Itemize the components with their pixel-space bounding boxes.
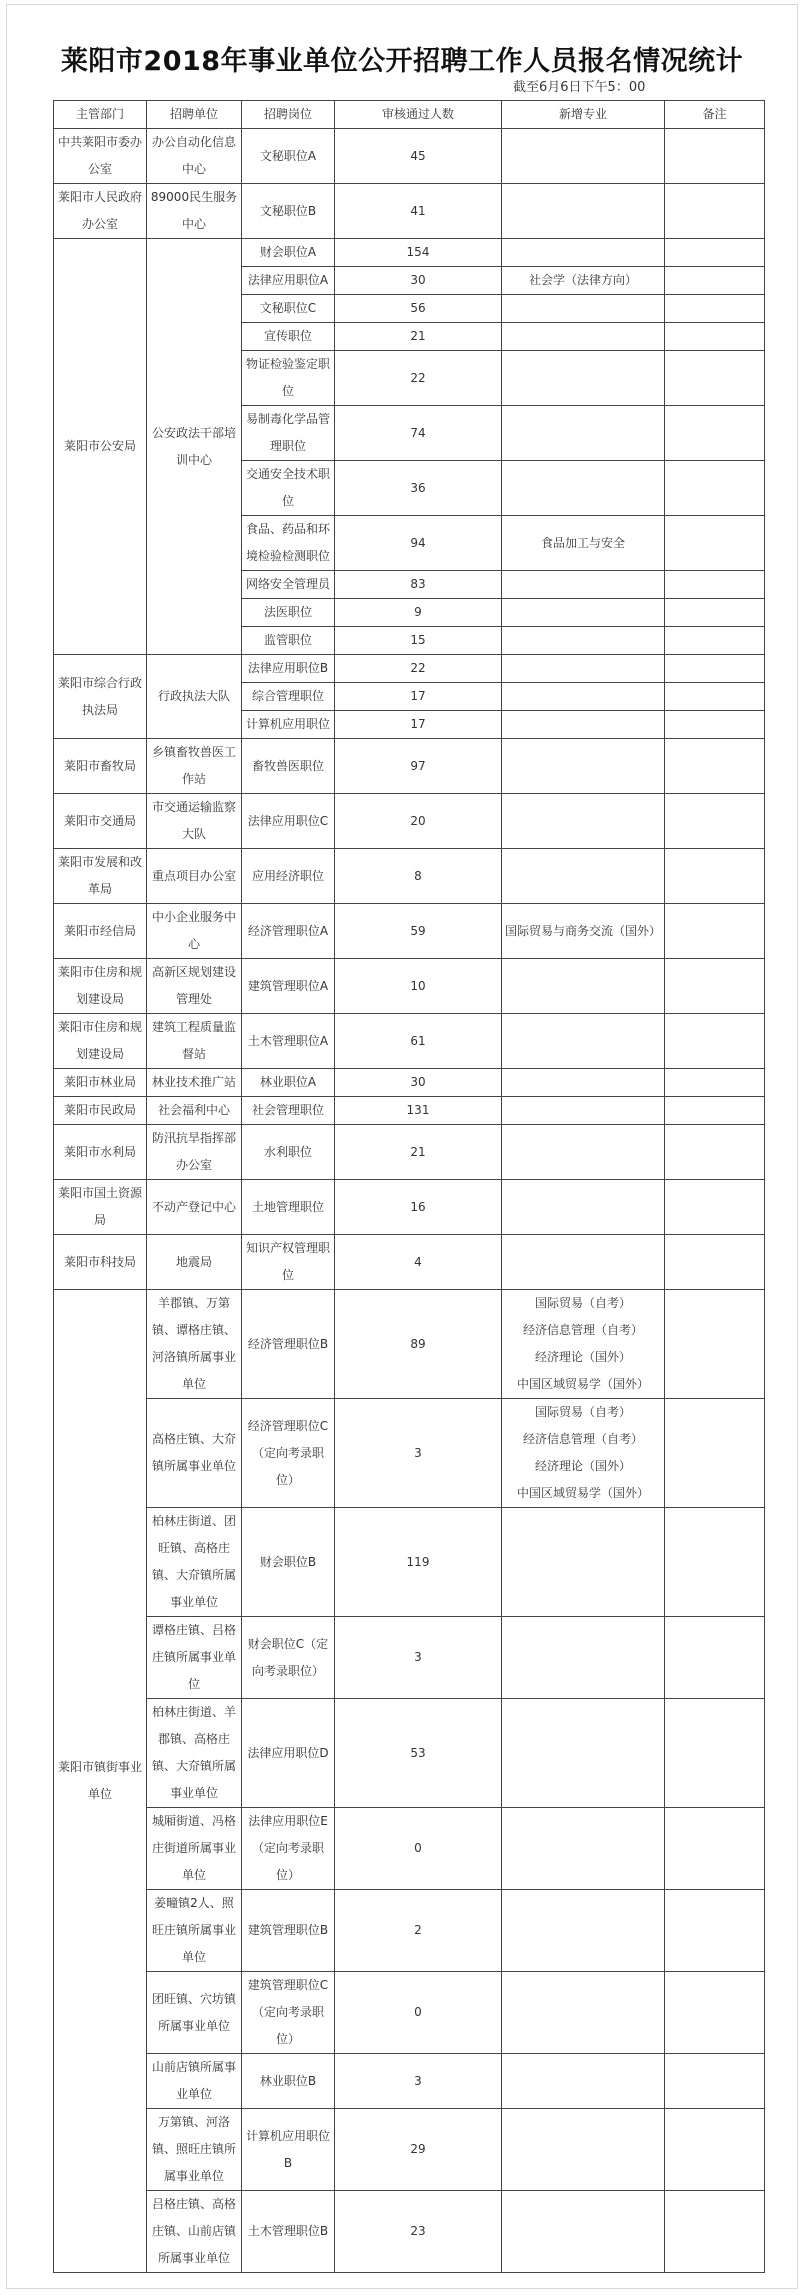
cell-dept: 莱阳市住房和规划建设局	[54, 959, 147, 1014]
cell-note	[665, 295, 765, 323]
header-note: 备注	[665, 101, 765, 129]
cell-note	[665, 239, 765, 267]
cell-note	[665, 1235, 765, 1290]
cell-unit: 羊郡镇、万第镇、谭格庄镇、河洛镇所属事业单位	[147, 1290, 242, 1399]
table-row	[54, 1125, 765, 1180]
cell-count: 20	[335, 794, 502, 849]
cell-count: 119	[335, 1508, 502, 1617]
cell-post: 畜牧兽医职位	[242, 739, 335, 794]
cell-count: 3	[335, 1617, 502, 1699]
cell-major: 国际贸易（自考） 经济信息管理（自考） 经济理论（国外） 中国区域贸易学（国外）	[502, 1290, 665, 1399]
table-row	[54, 739, 765, 794]
cell-note	[665, 184, 765, 239]
cell-post: 文秘职位B	[242, 184, 335, 239]
cell-post: 宣传职位	[242, 323, 335, 351]
cell-note	[665, 1097, 765, 1125]
cell-count: 74	[335, 406, 502, 461]
cell-count: 17	[335, 683, 502, 711]
cell-major	[502, 1890, 665, 1972]
cell-post: 林业职位A	[242, 1069, 335, 1097]
cell-major	[502, 849, 665, 904]
cell-note	[665, 1699, 765, 1808]
cell-note	[665, 2054, 765, 2109]
cell-post: 文秘职位A	[242, 129, 335, 184]
cell-dept: 莱阳市综合行政执法局	[54, 655, 147, 739]
cell-count: 23	[335, 2191, 502, 2273]
table-row	[54, 1290, 765, 1399]
cell-post: 物证检验鉴定职位	[242, 351, 335, 406]
cell-post: 建筑管理职位A	[242, 959, 335, 1014]
cell-unit: 市交通运输监察大队	[147, 794, 242, 849]
cell-count: 22	[335, 655, 502, 683]
cell-note	[665, 1290, 765, 1399]
cell-post: 水利职位	[242, 1125, 335, 1180]
cell-count: 45	[335, 129, 502, 184]
header-post: 招聘岗位	[242, 101, 335, 129]
cell-unit: 城厢街道、冯格庄街道所属事业单位	[147, 1808, 242, 1890]
cell-major: 食品加工与安全	[502, 516, 665, 571]
table-row	[54, 794, 765, 849]
cell-count: 36	[335, 461, 502, 516]
cell-major	[502, 461, 665, 516]
cell-major	[502, 184, 665, 239]
table-row	[54, 1617, 765, 1699]
cell-major	[502, 406, 665, 461]
table-row	[54, 1399, 765, 1508]
cell-note	[665, 461, 765, 516]
cell-dept: 莱阳市镇街事业单位	[54, 1290, 147, 2273]
table-row	[54, 129, 765, 184]
cell-post: 计算机应用职位B	[242, 2109, 335, 2191]
cell-note	[665, 1617, 765, 1699]
cell-dept: 莱阳市交通局	[54, 794, 147, 849]
cell-major	[502, 239, 665, 267]
cell-major	[502, 1699, 665, 1808]
cell-major	[502, 129, 665, 184]
cell-unit: 重点项目办公室	[147, 849, 242, 904]
cell-count: 29	[335, 2109, 502, 2191]
cell-note	[665, 351, 765, 406]
cell-post: 土地管理职位	[242, 1180, 335, 1235]
cell-unit: 柏林庄街道、羊郡镇、高格庄镇、大夼镇所属事业单位	[147, 1699, 242, 1808]
cell-dept: 莱阳市林业局	[54, 1069, 147, 1097]
cell-unit: 林业技术推广站	[147, 1069, 242, 1097]
cell-note	[665, 1399, 765, 1508]
cell-note	[665, 2191, 765, 2273]
cell-post: 土木管理职位B	[242, 2191, 335, 2273]
cell-note	[665, 794, 765, 849]
cell-post: 土木管理职位A	[242, 1014, 335, 1069]
cell-note	[665, 129, 765, 184]
cell-major	[502, 571, 665, 599]
cell-count: 22	[335, 351, 502, 406]
cell-post: 知识产权管理职位	[242, 1235, 335, 1290]
cell-post: 财会职位B	[242, 1508, 335, 1617]
as-of-timestamp: 截至6月6日下午5：00	[513, 80, 646, 95]
cell-note	[665, 1180, 765, 1235]
cell-post: 建筑管理职位C（定向考录职位）	[242, 1972, 335, 2054]
cell-major	[502, 959, 665, 1014]
cell-post: 经济管理职位A	[242, 904, 335, 959]
cell-note	[665, 2109, 765, 2191]
table-row	[54, 1508, 765, 1617]
cell-count: 56	[335, 295, 502, 323]
cell-post: 法医职位	[242, 599, 335, 627]
cell-post: 财会职位C（定向考录职位）	[242, 1617, 335, 1699]
cell-count: 94	[335, 516, 502, 571]
cell-post: 经济管理职位C（定向考录职位）	[242, 1399, 335, 1508]
page-frame	[6, 4, 798, 2289]
header-major: 新增专业	[502, 101, 665, 129]
cell-count: 10	[335, 959, 502, 1014]
cell-count: 8	[335, 849, 502, 904]
cell-unit: 山前店镇所属事业单位	[147, 2054, 242, 2109]
cell-note	[665, 1890, 765, 1972]
table-row	[54, 849, 765, 904]
cell-major: 国际贸易（自考） 经济信息管理（自考） 经济理论（国外） 中国区域贸易学（国外）	[502, 1399, 665, 1508]
cell-unit: 办公自动化信息中心	[147, 129, 242, 184]
table-row	[54, 1180, 765, 1235]
cell-dept: 莱阳市住房和规划建设局	[54, 1014, 147, 1069]
cell-dept: 莱阳市水利局	[54, 1125, 147, 1180]
cell-major	[502, 1097, 665, 1125]
cell-count: 97	[335, 739, 502, 794]
table-body	[54, 129, 765, 2273]
cell-major	[502, 1069, 665, 1097]
cell-major	[502, 627, 665, 655]
cell-post: 交通安全技术职位	[242, 461, 335, 516]
table-row	[54, 959, 765, 1014]
cell-count: 59	[335, 904, 502, 959]
cell-major	[502, 794, 665, 849]
cell-major	[502, 2054, 665, 2109]
cell-count: 3	[335, 2054, 502, 2109]
cell-major: 国际贸易与商务交流（国外）	[502, 904, 665, 959]
table-row	[54, 2109, 765, 2191]
cell-count: 61	[335, 1014, 502, 1069]
cell-note	[665, 1972, 765, 2054]
cell-count: 21	[335, 323, 502, 351]
cell-unit: 社会福利中心	[147, 1097, 242, 1125]
cell-post: 经济管理职位B	[242, 1290, 335, 1399]
table-row	[54, 1014, 765, 1069]
cell-count: 30	[335, 1069, 502, 1097]
cell-post: 法律应用职位D	[242, 1699, 335, 1808]
page-title: 莱阳市2018年事业单位公开招聘工作人员报名情况统计	[60, 46, 744, 77]
table-row	[54, 2191, 765, 2273]
table-row	[54, 184, 765, 239]
cell-major	[502, 323, 665, 351]
cell-note	[665, 516, 765, 571]
cell-note	[665, 739, 765, 794]
table-row	[54, 1235, 765, 1290]
cell-count: 154	[335, 239, 502, 267]
table-row	[54, 1069, 765, 1097]
cell-unit: 高格庄镇、大夼镇所属事业单位	[147, 1399, 242, 1508]
cell-major	[502, 655, 665, 683]
cell-count: 83	[335, 571, 502, 599]
cell-major	[502, 1125, 665, 1180]
cell-major	[502, 295, 665, 323]
cell-count: 15	[335, 627, 502, 655]
cell-note	[665, 1508, 765, 1617]
cell-dept: 中共莱阳市委办公室	[54, 129, 147, 184]
cell-note	[665, 323, 765, 351]
cell-count: 4	[335, 1235, 502, 1290]
cell-count: 3	[335, 1399, 502, 1508]
cell-count: 0	[335, 1808, 502, 1890]
cell-unit: 万第镇、河洛镇、照旺庄镇所属事业单位	[147, 2109, 242, 2191]
cell-note	[665, 627, 765, 655]
cell-post: 法律应用职位E（定向考录职位）	[242, 1808, 335, 1890]
cell-count: 17	[335, 711, 502, 739]
cell-note	[665, 406, 765, 461]
table-row	[54, 904, 765, 959]
cell-dept: 莱阳市发展和改革局	[54, 849, 147, 904]
cell-note	[665, 711, 765, 739]
cell-note	[665, 1014, 765, 1069]
header-count: 审核通过人数	[335, 101, 502, 129]
cell-note	[665, 1808, 765, 1890]
cell-post: 计算机应用职位	[242, 711, 335, 739]
cell-dept: 莱阳市科技局	[54, 1235, 147, 1290]
cell-note	[665, 904, 765, 959]
cell-major	[502, 1180, 665, 1235]
header-unit: 招聘单位	[147, 101, 242, 129]
cell-major	[502, 711, 665, 739]
cell-note	[665, 655, 765, 683]
cell-count: 0	[335, 1972, 502, 2054]
cell-dept: 莱阳市人民政府办公室	[54, 184, 147, 239]
cell-note	[665, 1125, 765, 1180]
table-row	[54, 1808, 765, 1890]
cell-count: 89	[335, 1290, 502, 1399]
cell-count: 30	[335, 267, 502, 295]
table-row	[54, 2054, 765, 2109]
table-row	[54, 655, 765, 683]
cell-unit: 建筑工程质量监督站	[147, 1014, 242, 1069]
cell-post: 法律应用职位A	[242, 267, 335, 295]
cell-post: 财会职位A	[242, 239, 335, 267]
cell-unit: 柏林庄街道、团旺镇、高格庄镇、大夼镇所属事业单位	[147, 1508, 242, 1617]
cell-post: 林业职位B	[242, 2054, 335, 2109]
cell-unit: 防汛抗旱指挥部办公室	[147, 1125, 242, 1180]
cell-post: 监管职位	[242, 627, 335, 655]
cell-count: 41	[335, 184, 502, 239]
table-row	[54, 1097, 765, 1125]
cell-note	[665, 599, 765, 627]
cell-unit: 行政执法大队	[147, 655, 242, 739]
cell-count: 131	[335, 1097, 502, 1125]
cell-major	[502, 1235, 665, 1290]
cell-dept: 莱阳市畜牧局	[54, 739, 147, 794]
table-row	[54, 1890, 765, 1972]
cell-post: 综合管理职位	[242, 683, 335, 711]
cell-major	[502, 1972, 665, 2054]
cell-count: 2	[335, 1890, 502, 1972]
cell-major	[502, 683, 665, 711]
cell-note	[665, 959, 765, 1014]
cell-note	[665, 571, 765, 599]
cell-major	[502, 599, 665, 627]
cell-dept: 莱阳市国土资源局	[54, 1180, 147, 1235]
cell-dept: 莱阳市民政局	[54, 1097, 147, 1125]
cell-unit: 乡镇畜牧兽医工作站	[147, 739, 242, 794]
cell-unit: 不动产登记中心	[147, 1180, 242, 1235]
cell-dept: 莱阳市公安局	[54, 239, 147, 655]
table-row	[54, 1972, 765, 2054]
cell-count: 53	[335, 1699, 502, 1808]
cell-note	[665, 683, 765, 711]
cell-unit: 公安政法干部培训中心	[147, 239, 242, 655]
cell-major	[502, 1014, 665, 1069]
cell-dept: 莱阳市经信局	[54, 904, 147, 959]
cell-unit: 团旺镇、穴坊镇所属事业单位	[147, 1972, 242, 2054]
header-dept: 主管部门	[54, 101, 147, 129]
cell-major	[502, 1508, 665, 1617]
cell-unit: 吕格庄镇、高格庄镇、山前店镇所属事业单位	[147, 2191, 242, 2273]
cell-note	[665, 849, 765, 904]
cell-count: 16	[335, 1180, 502, 1235]
cell-major: 社会学（法律方向）	[502, 267, 665, 295]
cell-unit: 中小企业服务中心	[147, 904, 242, 959]
cell-unit: 地震局	[147, 1235, 242, 1290]
cell-post: 网络安全管理员	[242, 571, 335, 599]
cell-unit: 89000民生服务中心	[147, 184, 242, 239]
cell-major	[502, 351, 665, 406]
cell-unit: 谭格庄镇、吕格庄镇所属事业单位	[147, 1617, 242, 1699]
cell-post: 建筑管理职位B	[242, 1890, 335, 1972]
cell-major	[502, 1617, 665, 1699]
table-row	[54, 239, 765, 267]
cell-post: 食品、药品和环境检验检测职位	[242, 516, 335, 571]
cell-post: 文秘职位C	[242, 295, 335, 323]
cell-unit: 高新区规划建设管理处	[147, 959, 242, 1014]
cell-post: 社会管理职位	[242, 1097, 335, 1125]
cell-post: 易制毒化学品管理职位	[242, 406, 335, 461]
cell-post: 法律应用职位B	[242, 655, 335, 683]
cell-count: 9	[335, 599, 502, 627]
cell-note	[665, 1069, 765, 1097]
cell-note	[665, 267, 765, 295]
cell-post: 应用经济职位	[242, 849, 335, 904]
cell-post: 法律应用职位C	[242, 794, 335, 849]
header-row	[54, 101, 765, 129]
cell-major	[502, 739, 665, 794]
cell-major	[502, 2109, 665, 2191]
cell-unit: 姜疃镇2人、照旺庄镇所属事业单位	[147, 1890, 242, 1972]
registration-table	[53, 100, 765, 2273]
cell-major	[502, 2191, 665, 2273]
table-row	[54, 1699, 765, 1808]
cell-major	[502, 1808, 665, 1890]
cell-count: 21	[335, 1125, 502, 1180]
